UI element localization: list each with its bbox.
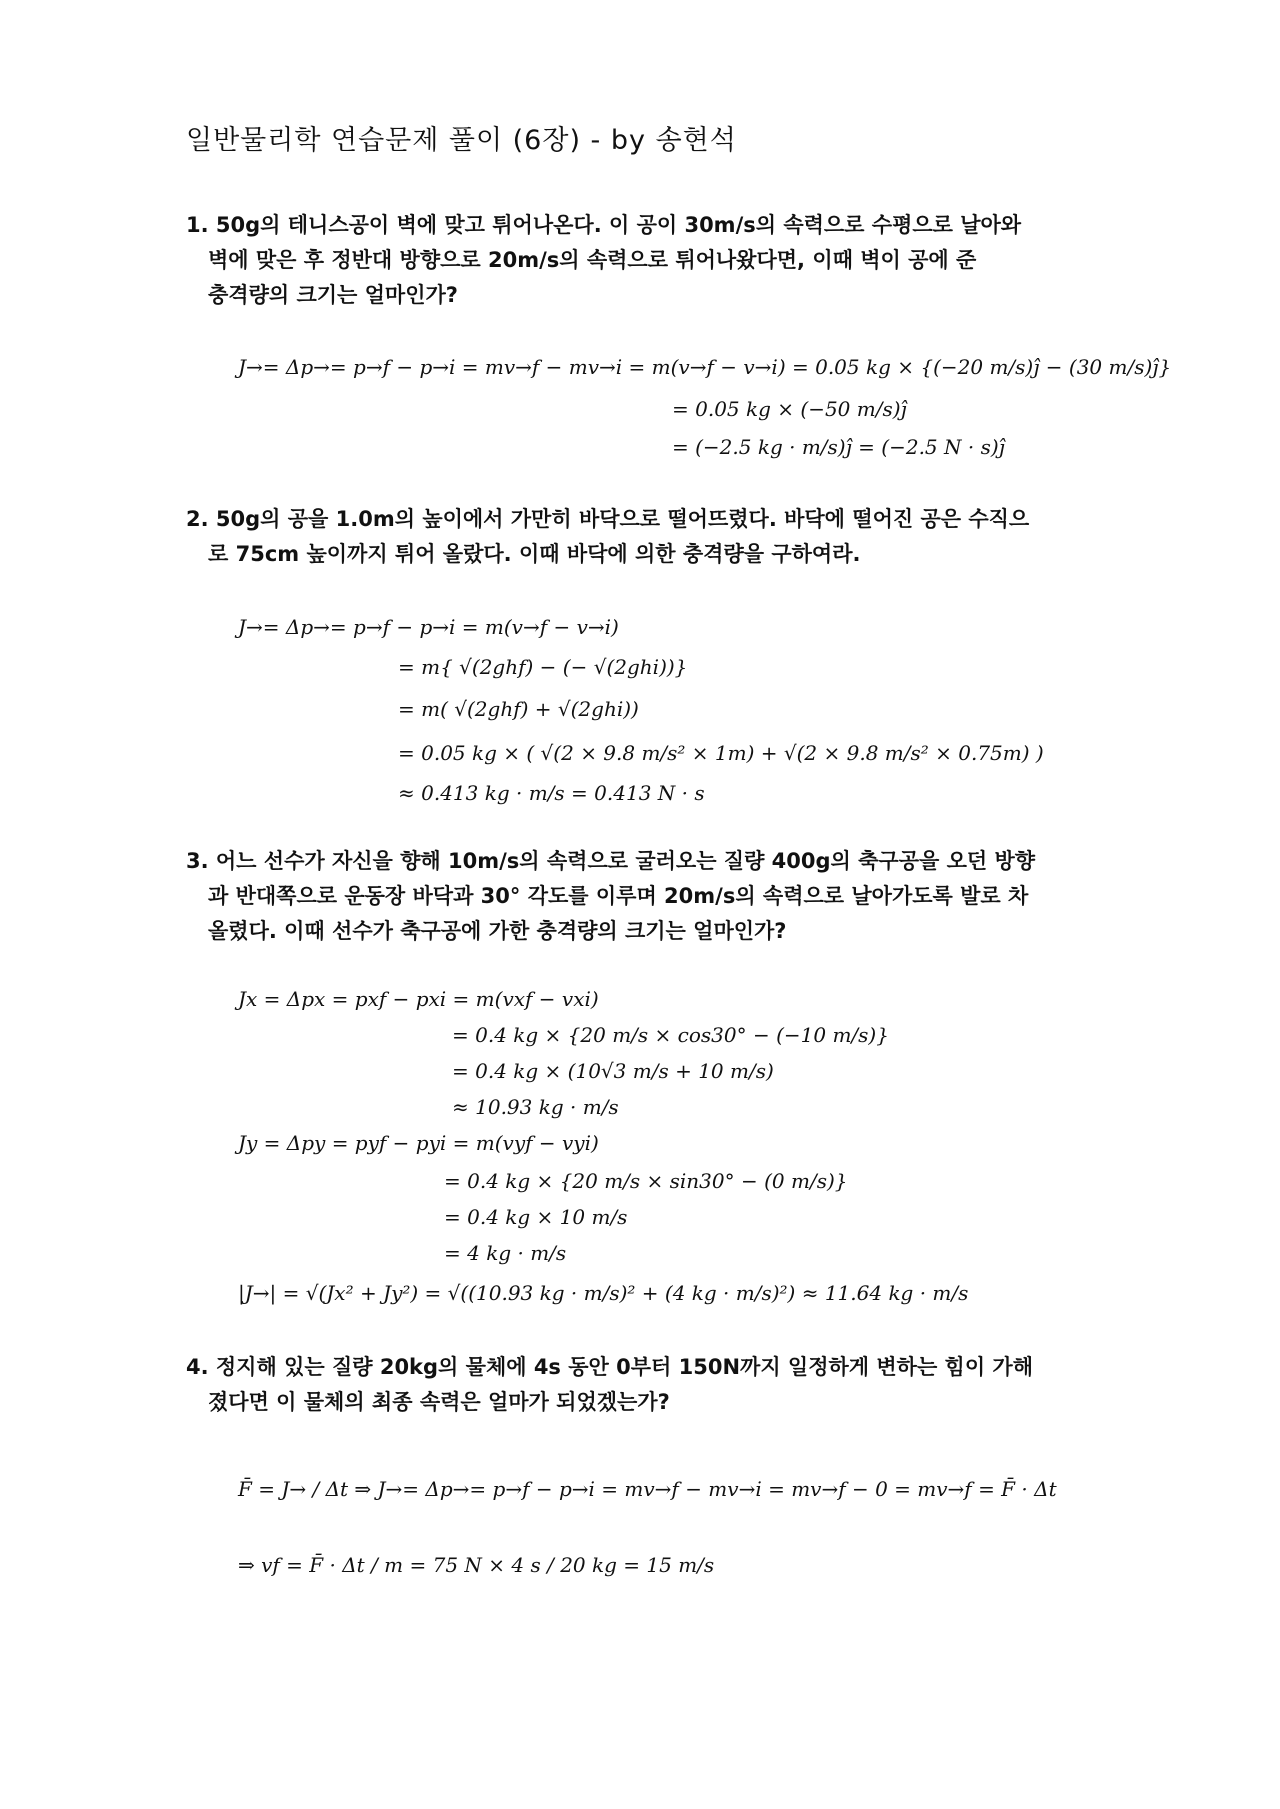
- solution-3-line-1: Jx = Δpx = pxf − pxi = m(vxf − vxi): [238, 987, 599, 1011]
- problem-1-line-3: 충격량의 크기는 얼마인가?: [208, 283, 458, 307]
- page-title: 일반물리학 연습문제 풀이 (6장) - by 송현석: [186, 125, 737, 156]
- problem-1-line-2: 벽에 맞은 후 정반대 방향으로 20m/s의 속력으로 튀어나왔다면, 이때 벽이 공에 준: [208, 248, 977, 272]
- solution-3-line-3: = 0.4 kg × (10√3 m/s + 10 m/s): [452, 1059, 774, 1083]
- problem-2-line-2: 로 75cm 높이까지 튀어 올랐다. 이때 바닥에 의한 충격량을 구하여라.: [208, 542, 861, 566]
- solution-2-line-1: J→= Δp→= p→f − p→i = m(v→f − v→i): [238, 615, 619, 639]
- solution-1-line-1: J→= Δp→= p→f − p→i = mv→f − mv→i = m(v→f − v→i) = 0.05 kg × {(−20 m/s)ĵ − (30 m/s)ĵ}: [238, 355, 1172, 379]
- problem-3: [186, 844, 1106, 949]
- solution-2-line-2: = m{ √(2ghf) − (− √(2ghi))}: [398, 655, 688, 679]
- solution-3-line-9: |J→| = √(Jx² + Jy²) = √((10.93 kg · m/s)² + (4 kg · m/s)²) ≈ 11.64 kg · m/s: [238, 1281, 969, 1305]
- problem-3-line-2: 과 반대쪽으로 운동장 바닥과 30° 각도를 이루며 20m/s의 속력으로 날아가도록 발로 차: [208, 884, 1029, 908]
- problem-2-line-1: 2. 50g의 공을 1.0m의 높이에서 가만히 바닥으로 떨어뜨렸다. 바닥에 떨어진 공은 수직으: [186, 507, 1030, 531]
- solution-3-line-6: = 0.4 kg × {20 m/s × sin30° − (0 m/s)}: [444, 1169, 848, 1193]
- solution-3-line-2: = 0.4 kg × {20 m/s × cos30° − (−10 m/s)}: [452, 1023, 889, 1047]
- solution-3-line-5: Jy = Δpy = pyf − pyi = m(vyf − vyi): [238, 1131, 599, 1155]
- solution-3-line-7: = 0.4 kg × 10 m/s: [444, 1205, 628, 1229]
- problem-1-line-1: 1. 50g의 테니스공이 벽에 맞고 튀어나온다. 이 공이 30m/s의 속력으로 수평으로 날아와: [186, 213, 1022, 237]
- solution-2-line-4: = 0.05 kg × ( √(2 × 9.8 m/s² × 1m) + √(2 × 9.8 m/s² × 0.75m) ): [398, 741, 1044, 765]
- solution-3-line-8: = 4 kg · m/s: [444, 1241, 567, 1265]
- solution-4-line-2: ⇒ vf = F̄ · Δt / m = 75 N × 4 s / 20 kg = 15 m/s: [238, 1553, 715, 1577]
- problem-2: [186, 502, 1106, 572]
- problem-4: [186, 1350, 1106, 1420]
- solution-1-line-3: = (−2.5 kg · m/s)ĵ = (−2.5 N · s)ĵ: [672, 435, 1005, 459]
- solution-4-line-1: F̄ = J→ / Δt ⇒ J→= Δp→= p→f − p→i = mv→f − mv→i = mv→f − 0 = mv→f = F̄ · Δt: [238, 1477, 1057, 1501]
- solution-3-line-4: ≈ 10.93 kg · m/s: [452, 1095, 619, 1119]
- solution-1-line-2: = 0.05 kg × (−50 m/s)ĵ: [672, 397, 907, 421]
- problem-1: [186, 208, 1106, 313]
- solution-2-line-3: = m( √(2ghf) + √(2ghi)): [398, 697, 639, 721]
- problem-3-line-3: 올렸다. 이때 선수가 축구공에 가한 충격량의 크기는 얼마인가?: [208, 919, 787, 943]
- problem-4-line-1: 4. 정지해 있는 질량 20kg의 물체에 4s 동안 0부터 150N까지 일정하게 변하는 힘이 가해: [186, 1355, 1033, 1379]
- solution-2-line-5: ≈ 0.413 kg · m/s = 0.413 N · s: [398, 781, 705, 805]
- problem-4-line-2: 졌다면 이 물체의 최종 속력은 얼마가 되었겠는가?: [208, 1390, 670, 1414]
- problem-3-line-1: 3. 어느 선수가 자신을 향해 10m/s의 속력으로 굴러오는 질량 400g의 축구공을 오던 방향: [186, 849, 1036, 873]
